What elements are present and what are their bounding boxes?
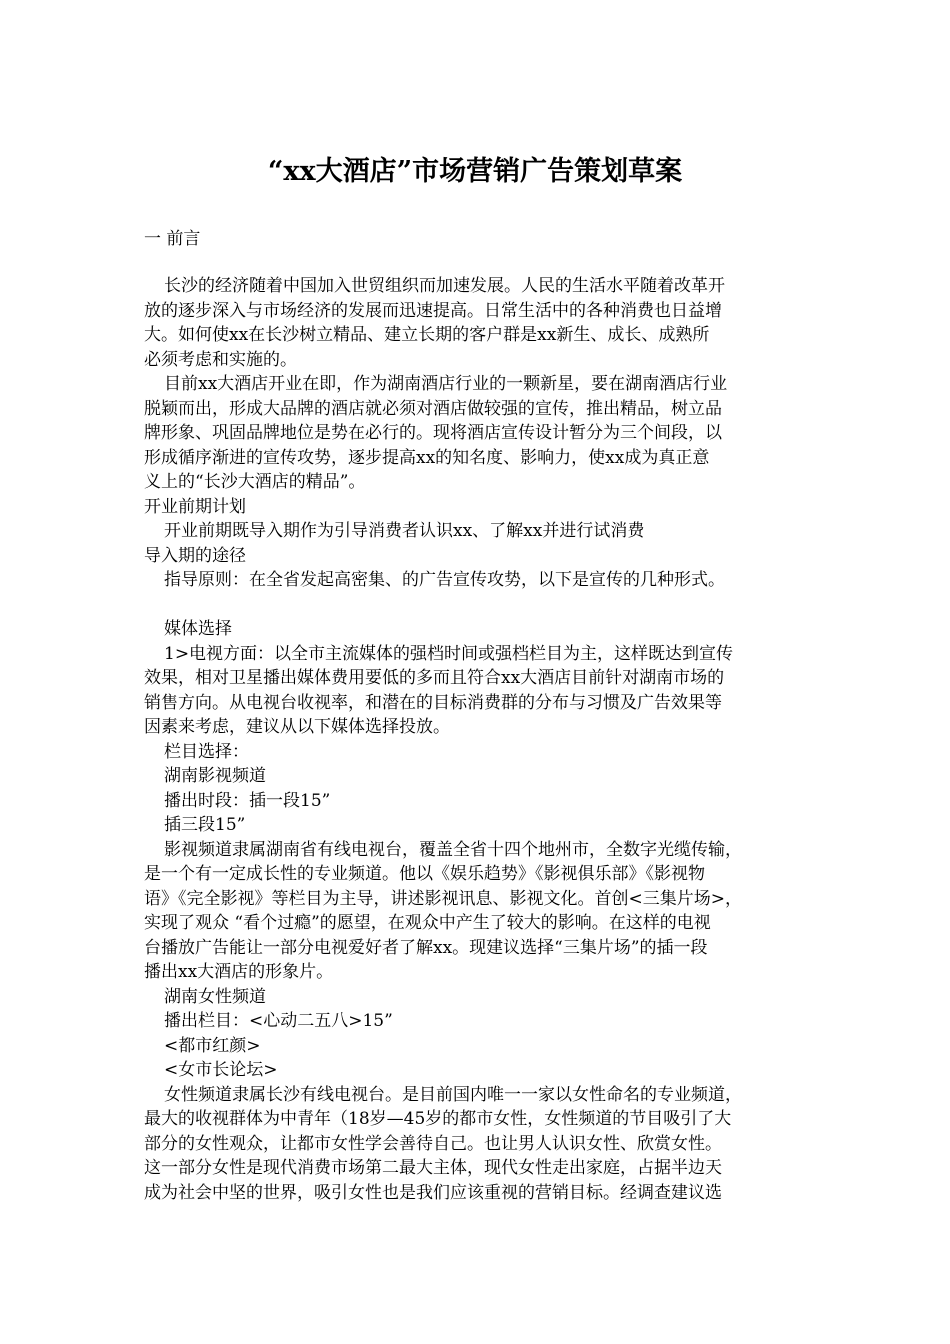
- paragraph-line: 台播放广告能让一部分电视爱好者了解xx。现建议选择“三集片场”的插一段: [144, 937, 708, 958]
- paragraph-line: 目前xx大酒店开业在即，作为湖南酒店行业的一颗新星，要在湖南酒店行业: [164, 374, 728, 394]
- document-title: “xx大酒店”市场营销广告策划草案: [267, 156, 683, 187]
- paragraph-line: 成为社会中坚的世界，吸引女性也是我们应该重视的营销目标。经调查建议选: [144, 1182, 722, 1203]
- paragraph-line: <女市长论坛>: [164, 1060, 278, 1080]
- paragraph-line: 湖南影视频道: [164, 766, 266, 786]
- paragraph-line: 播出xx大酒店的形象片。: [144, 962, 334, 982]
- paragraph-line: 开业前期计划: [144, 496, 246, 517]
- paragraph-line: 义上的“长沙大酒店的精品”。: [144, 472, 366, 492]
- paragraph-line: [144, 593, 812, 618]
- paragraph-line: 最大的收视群体为中青年（18岁—45岁的都市女性，女性频道的节目吸引了大: [144, 1109, 732, 1129]
- paragraph-line: 1>电视方面：以全市主流媒体的强档时间或强档栏目为主，这样既达到宣传: [164, 643, 734, 664]
- paragraph-line: 语》《完全影视》等栏目为主导，讲述影视讯息、影视文化。首创<三集片场>，: [144, 888, 742, 909]
- paragraph-line: 这一部分女性是现代消费市场第二最大主体，现代女性走出家庭，占据半边天: [144, 1158, 722, 1178]
- paragraph-line: 形成循序渐进的宣传攻势，逐步提高xx的知名度、影响力，使xx成为真正意: [144, 447, 710, 468]
- paragraph-line: 影视频道隶属湖南省有线电视台，覆盖全省十四个地州市，全数字光缆传输，: [164, 839, 742, 860]
- paragraph-line: 导入期的途径: [144, 545, 246, 566]
- paragraph-line: 实现了观众 “看个过瘾”的愿望，在观众中产生了较大的影响。在这样的电视: [144, 913, 711, 933]
- paragraph-line: 长沙的经济随着中国加入世贸组织而加速发展。人民的生活水平随着改革开: [164, 276, 725, 296]
- paragraph-line: 女性频道隶属长沙有线电视台。是目前国内唯一一家以女性命名的专业频道，: [164, 1084, 742, 1105]
- paragraph-line: 媒体选择: [164, 619, 232, 639]
- section-heading: 一 前言: [144, 229, 201, 249]
- paragraph-line: 湖南女性频道: [164, 986, 266, 1007]
- paragraph-line: 销售方向。从电视台收视率，和潜在的目标消费群的分布与习惯及广告效果等: [144, 692, 722, 713]
- paragraph-line: 大。如何使xx在长沙树立精品、建立长期的客户群是xx新生、成长、成熟所: [144, 325, 710, 345]
- paragraph-line: 是一个有一定成长性的专业频道。他以《娱乐趋势》《影视俱乐部》《影视物: [144, 864, 705, 884]
- paragraph-line: 播出时段：插一段15”: [164, 790, 331, 811]
- paragraph-line: 栏目选择：: [164, 741, 249, 762]
- paragraph-line: 开业前期既导入期作为引导消费者认识xx、了解xx并进行试消费: [164, 521, 645, 541]
- paragraph-line: 效果，相对卫星播出媒体费用要低的多而且符合xx大酒店目前针对湖南市场的: [144, 668, 725, 688]
- document-body: [144, 274, 812, 1205]
- paragraph-line: 因素来考虑，建议从以下媒体选择投放。: [144, 717, 450, 737]
- paragraph-line: 必须考虑和实施的。: [144, 349, 297, 370]
- paragraph-line: 牌形象、巩固品牌地位是势在必行的。现将酒店宣传设计暂分为三个间段，以: [144, 423, 722, 443]
- paragraph-line: 放的逐步深入与市场经济的发展而迅速提高。日常生活中的各种消费也日益增: [144, 300, 722, 321]
- paragraph-line: <都市红颜>: [164, 1035, 261, 1056]
- paragraph-line: 播出栏目：<心动二五八>15”: [164, 1011, 393, 1031]
- paragraph-line: 脱颖而出，形成大品牌的酒店就必须对酒店做较强的宣传，推出精品，树立品: [144, 398, 722, 419]
- paragraph-line: 插三段15”: [164, 815, 246, 835]
- paragraph-line: 部分的女性观众，让都市女性学会善待自己。也让男人认识女性、欣赏女性。: [144, 1133, 722, 1154]
- paragraph-line: 指导原则：在全省发起高密集、的广告宣传攻势，以下是宣传的几种形式。: [164, 570, 725, 590]
